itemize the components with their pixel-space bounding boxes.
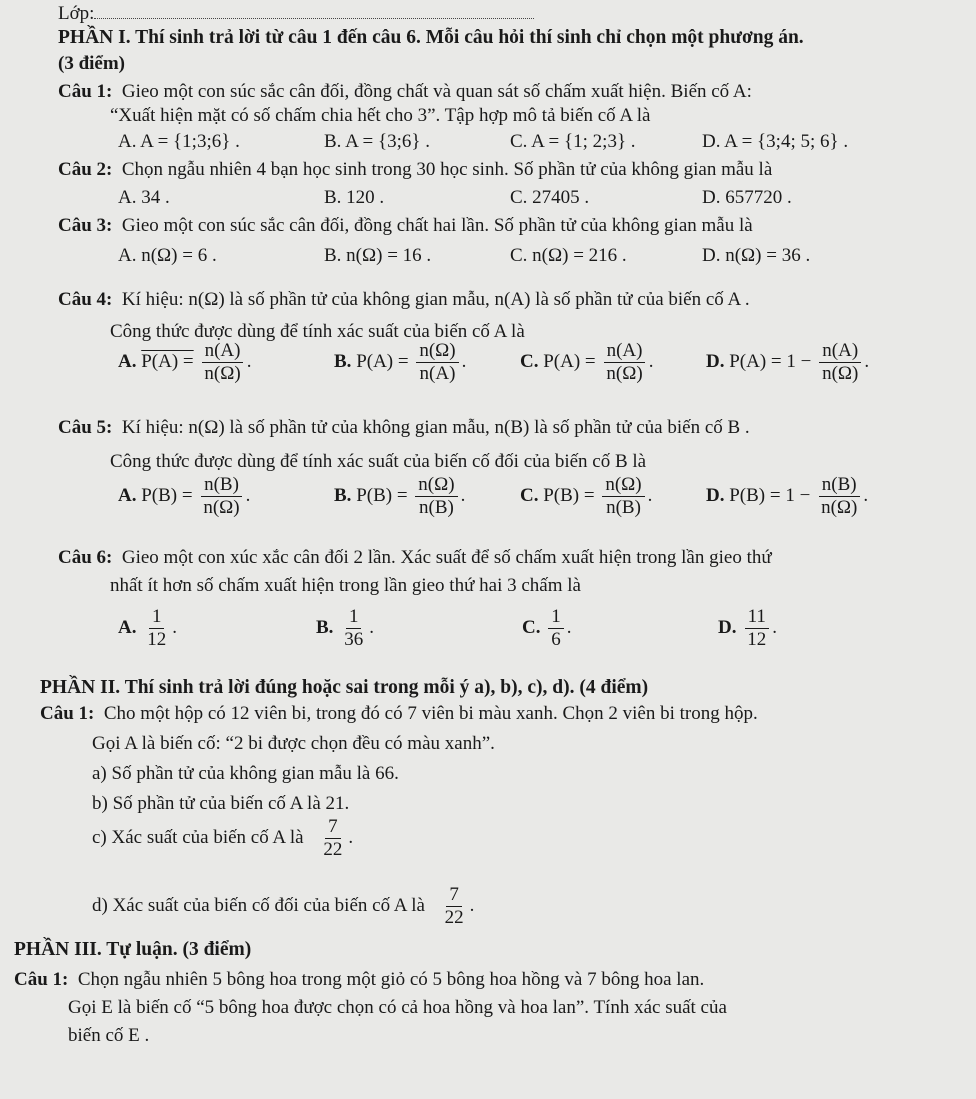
p1-q4-option-b[interactable] xyxy=(334,340,466,385)
p1-q1-option-b[interactable]: B. A = {3;6} . xyxy=(324,131,431,152)
p1-q1-text2: “Xuất hiện mặt có số chấm chia hết cho 3”. Tập hợp mô tả biến cố A là xyxy=(110,105,651,126)
option-letter: D. xyxy=(706,484,725,506)
dotted-fill-line xyxy=(94,4,534,19)
p1-q6-option-b[interactable] xyxy=(316,606,374,651)
p3-q1-line1 xyxy=(14,968,704,992)
p1-q5-option-b[interactable] xyxy=(334,474,465,519)
formula-lhs: P(A) = xyxy=(543,350,596,372)
p1-q1-option-d[interactable]: D. A = {3;4; 5; 6} . xyxy=(702,131,849,152)
fraction xyxy=(320,816,345,861)
period: . xyxy=(469,894,475,916)
period: . xyxy=(245,484,251,506)
p1-q3-text1: Gieo một con súc sắc cân đối, đồng chất hai lần. Số phần tử của không gian mẫu là xyxy=(121,215,753,236)
formula-lhs: P(A) = xyxy=(356,350,409,372)
fraction-denominator: n(Ω) xyxy=(204,363,241,384)
fraction xyxy=(603,340,645,385)
p2-q1-statement-a[interactable]: a) Số phần tử của không gian mẫu là 66. xyxy=(92,763,399,784)
p1-q4-text2: Công thức được dùng để tính xác suất của biến cố A là xyxy=(110,321,525,342)
option-letter: C. xyxy=(520,350,539,372)
fraction-numerator: 1 xyxy=(346,606,362,629)
p1-q1-line1 xyxy=(58,80,752,104)
p3-q1-text2: Gọi E là biến cố “5 bông hoa được chọn có cả hoa hồng và hoa lan”. Tính xác suất của xyxy=(68,997,727,1018)
fraction-numerator: 1 xyxy=(548,606,564,629)
p1-q3-line1 xyxy=(58,214,753,238)
period: . xyxy=(348,826,354,848)
formula-lhs: P(B) = xyxy=(141,484,193,506)
p3-q1-text1: Chọn ngẫu nhiên 5 bông hoa trong một giỏ có 5 bông hoa hồng và 7 bông hoa lan. xyxy=(77,969,705,990)
period: . xyxy=(460,484,466,506)
fraction xyxy=(200,474,242,519)
fraction-numerator: n(B) xyxy=(819,474,860,497)
option-letter: D. xyxy=(706,350,725,372)
period: . xyxy=(772,616,777,638)
period: . xyxy=(863,484,869,506)
p1-q2-text1: Chọn ngẫu nhiên 4 bạn học sinh trong 30 học sinh. Số phần tử của không gian mẫu là xyxy=(121,159,773,180)
part1-points: (3 điểm) xyxy=(58,53,126,74)
fraction-denominator: 22 xyxy=(323,839,343,860)
p1-q1-label: Câu 1: xyxy=(58,81,113,102)
fraction xyxy=(744,606,769,651)
p1-q2-line1 xyxy=(58,158,772,182)
period: . xyxy=(647,484,653,506)
fraction xyxy=(201,340,243,385)
fraction-numerator: n(A) xyxy=(819,340,861,363)
option-letter: B. xyxy=(316,616,334,638)
option-letter: B. xyxy=(334,350,352,372)
p1-q6-text2: nhất ít hơn số chấm xuất hiện trong lần gieo thứ hai 3 chấm là xyxy=(110,575,581,596)
fraction xyxy=(819,340,861,385)
statement-text: d) Xác suất của biến cố đối của biến cố A là xyxy=(92,894,425,916)
formula-lhs: P(A) = 1 − xyxy=(729,350,812,372)
fraction xyxy=(442,884,467,929)
option-letter: A. xyxy=(118,616,137,638)
p1-q3-option-a[interactable]: A. n(Ω) = 6 . xyxy=(118,245,217,266)
p1-q1-text1: Gieo một con súc sắc cân đối, đồng chất và quan sát số chấm xuất hiện. Biến cố A: xyxy=(121,81,752,102)
formula-lhs: P(A) = xyxy=(141,350,194,372)
option-letter: C. xyxy=(522,616,541,638)
fraction-denominator: n(B) xyxy=(606,497,641,518)
fraction-numerator: n(Ω) xyxy=(416,340,458,363)
p1-q6-label: Câu 6: xyxy=(58,547,113,568)
p1-q2-label: Câu 2: xyxy=(58,159,113,180)
formula-lhs: P(B) = xyxy=(356,484,408,506)
p1-q3-option-d[interactable]: D. n(Ω) = 36 . xyxy=(702,245,811,266)
fraction-denominator: n(Ω) xyxy=(203,497,240,518)
period: . xyxy=(566,616,572,638)
p1-q5-text2: Công thức được dùng để tính xác suất của biến cố đối của biến cố B là xyxy=(110,451,647,472)
p1-q6-line1 xyxy=(58,546,772,570)
fraction-denominator: 22 xyxy=(444,907,464,928)
fraction xyxy=(416,340,458,385)
option-letter: B. xyxy=(334,484,352,506)
p1-q5-text1: Kí hiệu: n(Ω) là số phần tử của không gian mẫu, n(B) là số phần tử của biến cố B . xyxy=(121,417,750,438)
p1-q6-text1: Gieo một con xúc xắc cân đối 2 lần. Xác suất để số chấm xuất hiện trong lần gieo thứ xyxy=(121,547,772,568)
fraction-numerator: n(B) xyxy=(201,474,242,497)
fraction-denominator: n(A) xyxy=(419,363,456,384)
p2-q1-statement-d[interactable] xyxy=(92,884,474,929)
p1-q5-option-c[interactable] xyxy=(520,474,652,519)
p1-q2-option-c[interactable]: C. 27405 . xyxy=(510,187,590,208)
fraction-denominator: n(B) xyxy=(419,497,454,518)
p2-q1-label: Câu 1: xyxy=(40,703,95,724)
p1-q1-option-a[interactable]: A. A = {1;3;6} . xyxy=(118,131,240,152)
p1-q2-option-b[interactable]: B. 120 . xyxy=(324,187,385,208)
class-label: Lớp: xyxy=(58,3,95,24)
fraction-denominator: 6 xyxy=(551,629,561,650)
fraction-numerator: n(Ω) xyxy=(415,474,457,497)
p1-q3-label: Câu 3: xyxy=(58,215,113,236)
fraction-numerator: 1 xyxy=(149,606,165,629)
option-letter: A. xyxy=(118,484,137,506)
option-letter: C. xyxy=(520,484,539,506)
fraction-denominator: 12 xyxy=(147,629,167,650)
p1-q5-line1 xyxy=(58,416,750,440)
fraction-denominator: n(Ω) xyxy=(606,363,643,384)
fraction-denominator: 12 xyxy=(747,629,767,650)
period: . xyxy=(172,616,177,638)
period: . xyxy=(246,350,252,372)
p2-q1-statement-c[interactable] xyxy=(92,816,353,861)
fraction xyxy=(602,474,644,519)
fraction-denominator: n(Ω) xyxy=(821,497,858,518)
p1-q4-label: Câu 4: xyxy=(58,289,113,310)
p3-q1-label: Câu 1: xyxy=(14,969,69,990)
p1-q2-option-d[interactable]: D. 657720 . xyxy=(702,187,792,208)
fraction-denominator: n(Ω) xyxy=(822,363,859,384)
p1-q6-option-d[interactable] xyxy=(718,606,777,651)
p1-q3-option-b[interactable]: B. n(Ω) = 16 . xyxy=(324,245,432,266)
p2-q1-line1 xyxy=(40,702,758,726)
p2-q1-text1: Cho một hộp có 12 viên bi, trong đó có 7 viên bi màu xanh. Chọn 2 viên bi trong hộp. xyxy=(103,703,758,724)
p1-q5-option-d[interactable] xyxy=(706,474,868,519)
p1-q5-label: Câu 5: xyxy=(58,417,113,438)
period: . xyxy=(864,350,870,372)
fraction-denominator: 36 xyxy=(344,629,364,650)
fraction-numerator: 7 xyxy=(325,816,341,839)
fraction-numerator: n(A) xyxy=(202,340,244,363)
p1-q4-line1 xyxy=(58,288,750,312)
formula-lhs: P(B) = 1 − xyxy=(729,484,811,506)
p1-q3-option-c[interactable]: C. n(Ω) = 216 . xyxy=(510,245,627,266)
p1-q6-option-a[interactable] xyxy=(118,606,177,651)
fraction xyxy=(144,606,169,651)
p1-q4-option-c[interactable] xyxy=(520,340,653,385)
fraction xyxy=(818,474,860,519)
p1-q1-option-c[interactable]: C. A = {1; 2;3} . xyxy=(510,131,636,152)
fraction-numerator: n(A) xyxy=(604,340,646,363)
fraction-numerator: 7 xyxy=(446,884,462,907)
p1-q2-option-a[interactable]: A. 34 . xyxy=(118,187,170,208)
fraction xyxy=(341,606,366,651)
p2-q1-text2: Gọi A là biến cố: “2 bi được chọn đều có màu xanh”. xyxy=(92,733,495,754)
p1-q4-text1: Kí hiệu: n(Ω) là số phần tử của không gian mẫu, n(A) là số phần tử của biến cố A . xyxy=(121,289,750,310)
p2-q1-statement-b[interactable]: b) Số phần tử của biến cố A là 21. xyxy=(92,793,350,814)
p1-q6-option-c[interactable] xyxy=(522,606,571,651)
p3-q1-text3: biến cố E . xyxy=(68,1025,150,1046)
part3-title: PHẦN III. Tự luận. (3 điểm) xyxy=(14,939,252,960)
formula-lhs: P(B) = xyxy=(543,484,595,506)
period: . xyxy=(461,350,467,372)
fraction-numerator: n(Ω) xyxy=(602,474,644,497)
p1-q4-option-a[interactable] xyxy=(118,340,251,385)
fraction-numerator: 11 xyxy=(745,606,769,629)
statement-text: c) Xác suất của biến cố A là xyxy=(92,826,304,848)
period: . xyxy=(648,350,654,372)
fraction xyxy=(415,474,457,519)
part1-title: PHẦN I. Thí sinh trả lời từ câu 1 đến câu 6. Mỗi câu hỏi thí sinh chỉ chọn một phương án. xyxy=(58,27,804,48)
class-label-line xyxy=(58,2,534,26)
p1-q4-option-d[interactable] xyxy=(706,340,869,385)
p1-q5-option-a[interactable] xyxy=(118,474,250,519)
fraction xyxy=(548,606,564,651)
option-letter: D. xyxy=(718,616,737,638)
part2-title: PHẦN II. Thí sinh trả lời đúng hoặc sai trong mỗi ý a), b), c), d). (4 điểm) xyxy=(40,677,649,698)
option-letter: A. xyxy=(118,350,137,372)
period: . xyxy=(369,616,374,638)
